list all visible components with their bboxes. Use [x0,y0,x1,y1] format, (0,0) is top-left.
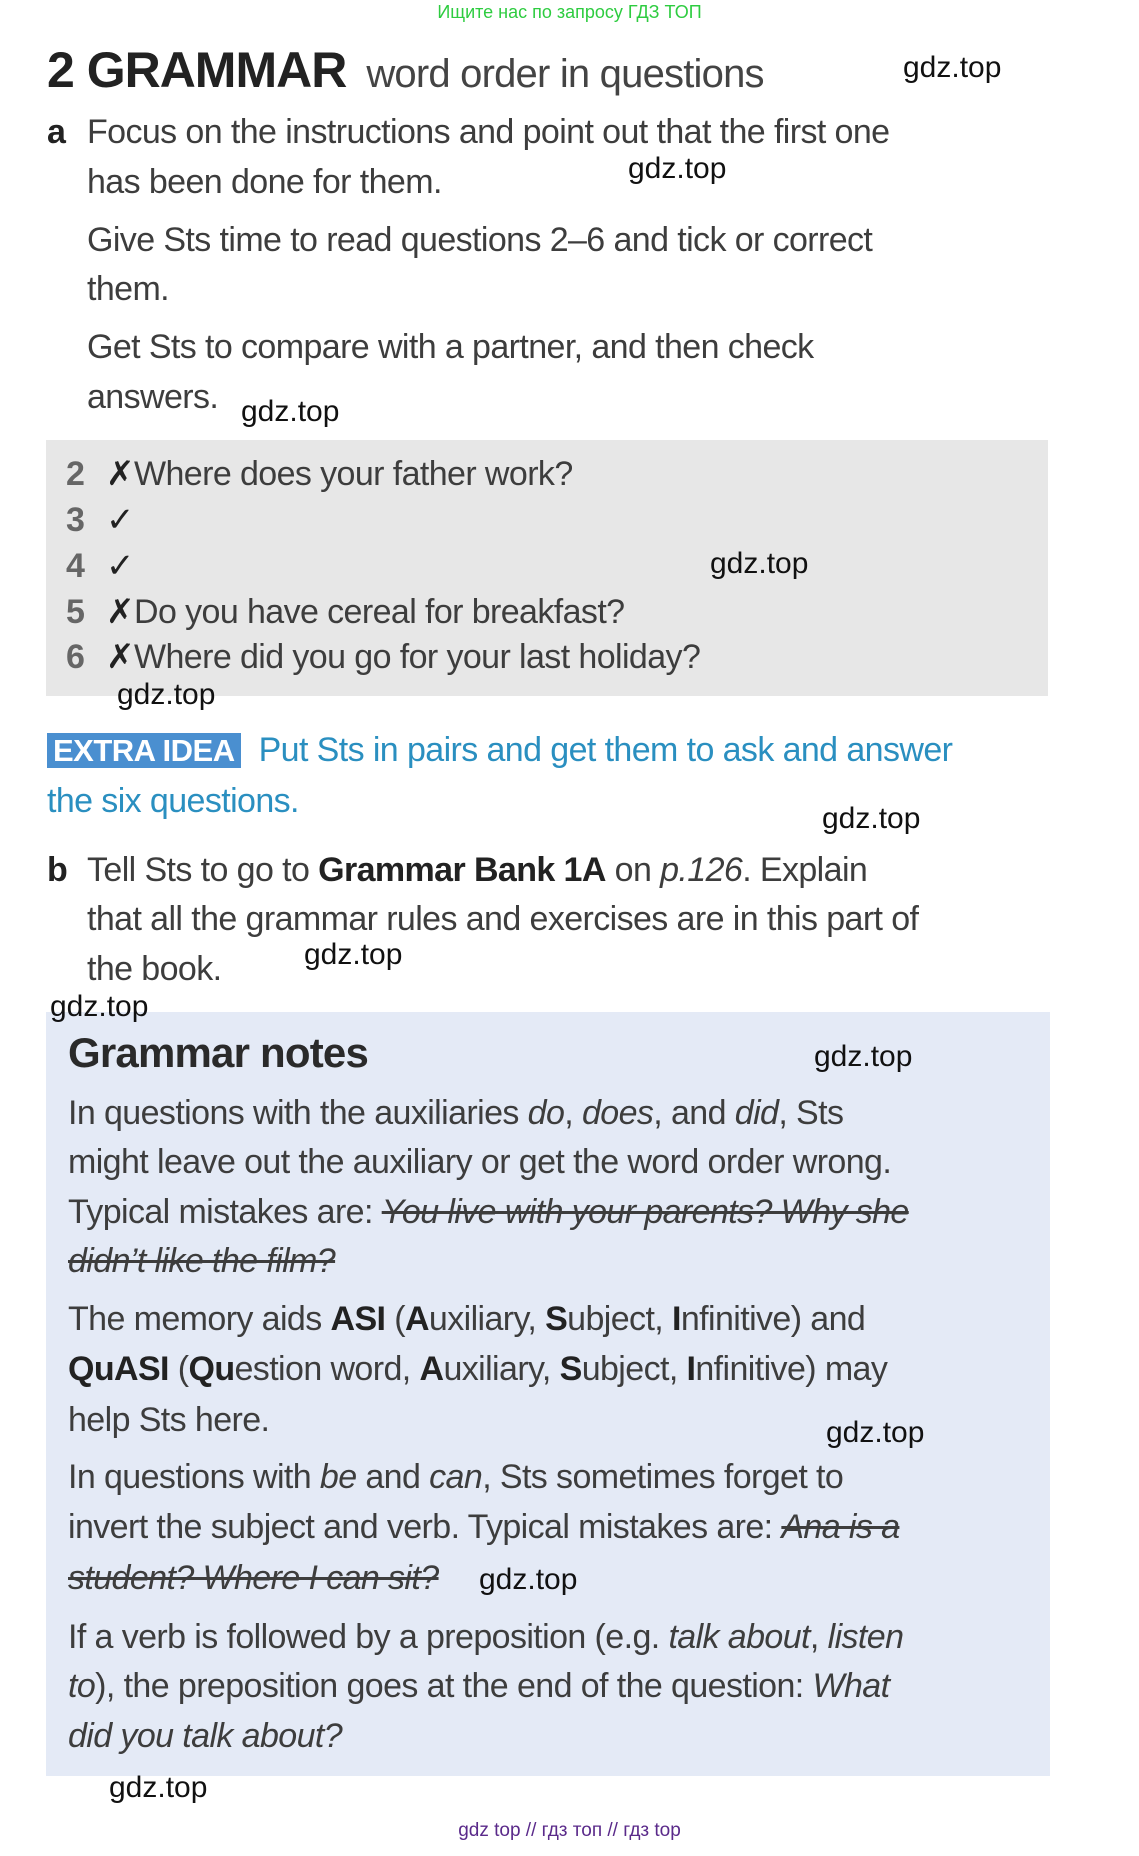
answer-row [66,449,573,499]
section-b-line [87,894,918,944]
extra-idea-label: EXTRA IDEA [47,733,241,768]
text-segment: ( [385,1300,405,1338]
grammar-note-line [68,1088,843,1138]
extra-idea-line [47,725,952,775]
text-segment: , [809,1618,828,1656]
answer-row [66,495,134,545]
watermark: gdz.top [826,1416,925,1449]
heading-title: 2 GRAMMAR [47,42,347,98]
watermark: gdz.top [903,51,1002,84]
text-segment: , Sts [778,1094,844,1132]
watermark: gdz.top [628,152,727,185]
text-segment: ASI [330,1300,386,1338]
answer-row [66,632,700,682]
text-segment: and [356,1458,430,1496]
footer-links: gdz top // гдз топ // гдз top [458,1820,681,1841]
text-segment: that all the grammar rules and exercises are in this part of [87,900,919,938]
text-segment: ( [168,1350,189,1388]
answer-number: 6 [66,638,85,676]
text-segment: invert the subject and verb. Typical mistakes are: [68,1508,782,1546]
text-segment: uxiliary, [428,1300,546,1338]
watermark: gdz.top [117,678,216,711]
cross-icon: ✗ [106,593,134,631]
text-segment: p.126 [660,851,743,889]
text-segment: Grammar Bank 1A [318,851,606,889]
watermark: gdz.top [241,395,340,428]
text-segment: Give Sts time to read questions 2–6 and tick or correct [87,221,873,259]
section-a-line [87,372,218,422]
text-segment: A [404,1300,429,1338]
text-segment: , Sts sometimes forget to [482,1458,844,1496]
watermark: gdz.top [814,1040,913,1073]
text-segment: I [686,1350,696,1388]
section-a-line [87,322,814,372]
section-letter: a [47,113,66,151]
section-heading [47,40,764,113]
answer-number: 5 [66,593,85,631]
check-icon: ✓ [106,501,134,539]
answer-number: 3 [66,501,85,539]
search-hint-banner: Ищите нас по запросу ГДЗ ТОП [437,2,702,22]
text-segment: listen [827,1618,904,1656]
heading-subtitle: word order in questions [366,52,764,96]
text-segment: ), the preposition goes at the end of the question: [95,1667,813,1705]
text-segment: nfinitive) may [695,1350,888,1388]
grammar-note-line [68,1452,843,1502]
section-letter: b [47,851,68,889]
section-a-line [87,264,169,314]
answer-text: Do you have cereal for breakfast? [134,593,625,631]
grammar-notes-title: Grammar notes [68,1029,369,1076]
watermark: gdz.top [710,547,809,580]
text-segment: answers. [87,378,219,416]
cross-icon: ✗ [106,638,134,676]
text-segment: What [812,1667,890,1705]
watermark: gdz.top [109,1771,208,1804]
text-segment: In questions with the auxiliaries [68,1094,528,1132]
extra-idea-line: the six questions. [47,782,299,820]
text-segment: the book. [87,950,222,988]
text-segment: S [559,1350,582,1388]
text-segment: talk about [668,1618,810,1656]
watermark: gdz.top [50,990,149,1023]
text-segment: Tell Sts to go to [87,851,319,889]
text-segment: help Sts here. [68,1401,270,1439]
text-segment: , [564,1094,582,1132]
section-a-line [87,157,442,207]
grammar-note-line [68,1236,335,1286]
text-segment: nfinitive) and [680,1300,866,1338]
answer-row [66,541,134,591]
watermark: gdz.top [479,1563,578,1596]
text-segment: . Explain [742,851,868,889]
grammar-note-line [68,1187,909,1237]
section-a-line [87,215,872,265]
text-segment: didn’t like the film? [68,1242,336,1280]
text-segment: The memory aids [68,1300,331,1338]
grammar-note-line [68,1661,889,1711]
section-a-line [47,107,890,157]
extra-idea-text: Put Sts in pairs and get them to ask and answer [258,731,953,769]
text-segment: does [581,1094,654,1132]
text-segment: has been done for them. [87,163,442,201]
text-segment: , and [653,1094,735,1132]
text-segment: did you talk about? [68,1717,343,1755]
text-segment: A [419,1350,444,1388]
text-segment: You live with your parents? Why she [381,1193,909,1231]
grammar-note-line [68,1137,891,1187]
cross-icon: ✗ [106,455,134,493]
watermark: gdz.top [822,802,921,835]
text-segment: can [429,1458,483,1496]
text-segment: them. [87,270,170,308]
grammar-note-line [68,1553,439,1603]
text-segment: Focus on the instructions and point out that the first one [87,113,890,151]
text-segment: Ana is a [781,1508,900,1546]
text-segment: did [734,1094,779,1132]
answer-number: 4 [66,547,85,585]
check-icon: ✓ [106,547,134,585]
text-segment: Get Sts to compare with a partner, and then check [87,328,814,366]
text-segment: Typical mistakes are: [68,1193,382,1231]
text-segment: Qu [188,1350,235,1388]
answer-text: Where did you go for your last holiday? [134,638,701,676]
grammar-note-line [68,1502,899,1552]
text-segment: student? Where I can sit? [68,1559,439,1597]
text-segment: do [527,1094,565,1132]
text-segment: might leave out the auxiliary or get the word order wrong. [68,1143,892,1181]
text-segment: on [605,851,661,889]
answer-text: Where does your father work? [134,455,573,493]
section-b-line [87,944,222,994]
text-segment: estion word, [234,1350,420,1388]
text-segment: In questions with [68,1458,320,1496]
answer-row [66,587,624,637]
text-segment: S [545,1300,568,1338]
text-segment: to [68,1667,96,1705]
text-segment: I [672,1300,681,1338]
grammar-note-line [68,1344,887,1394]
text-segment: ubject, [567,1300,672,1338]
text-segment: be [319,1458,357,1496]
text-segment: uxiliary, [443,1350,560,1388]
text-segment: QuASI [68,1350,169,1388]
grammar-note-line [68,1294,865,1344]
answer-number: 2 [66,455,85,493]
text-segment: ubject, [581,1350,687,1388]
grammar-note-line [68,1612,903,1662]
grammar-note-line [68,1395,269,1445]
watermark: gdz.top [304,938,403,971]
text-segment: If a verb is followed by a preposition (e.g. [68,1618,669,1656]
section-b-line [47,845,868,895]
grammar-note-line [68,1711,342,1761]
